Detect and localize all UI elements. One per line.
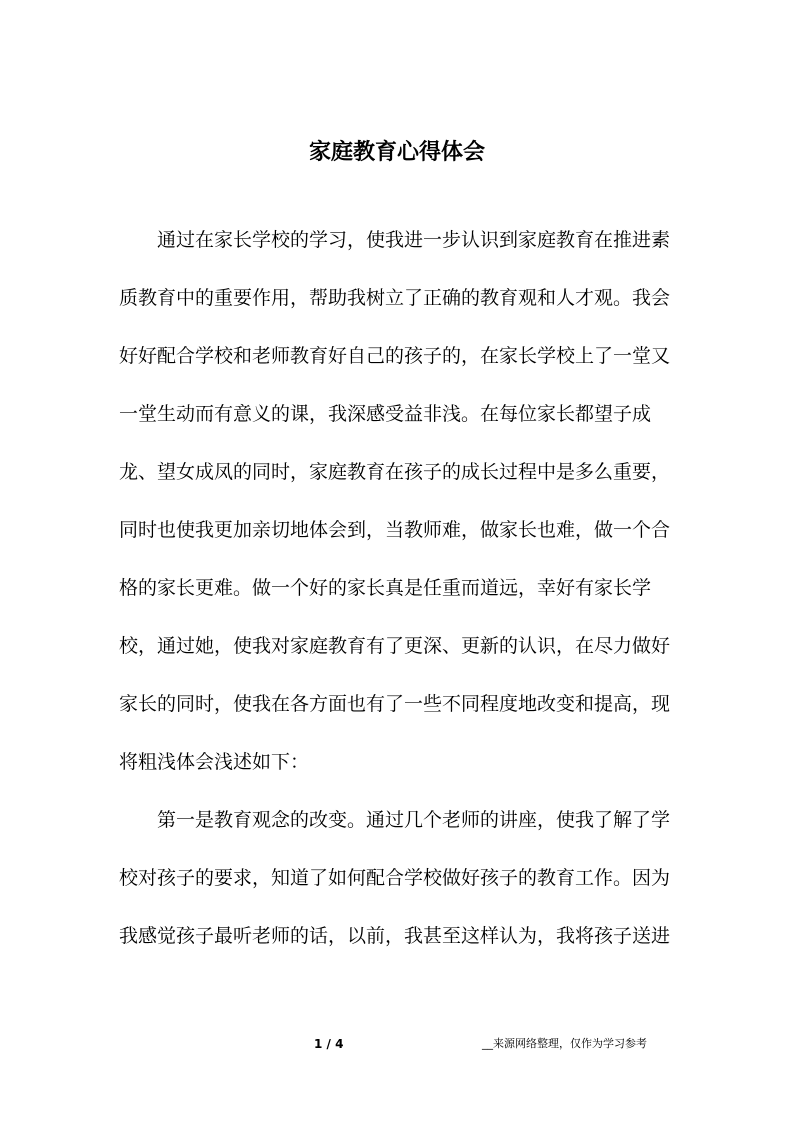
paragraph-line: 校，通过她，使我对家庭教育有了更深、更新的认识，在尽力做好 <box>119 635 671 657</box>
page-number: 1 / 4 <box>314 1037 344 1051</box>
paragraph-line: 同时也使我更加亲切地体会到，当教师难，做家长也难，做一个合 <box>119 519 671 541</box>
paragraph-line: 我感觉孩子最听老师的话，以前，我甚至这样认为，我将孩子送进 <box>119 925 671 947</box>
paragraph-line: 第一是教育观念的改变。通过几个老师的讲座，使我了解了学 <box>119 809 671 831</box>
paragraph-line: 通过在家长学校的学习，使我进一步认识到家庭教育在推进素 <box>119 229 671 251</box>
paragraph-line: 格的家长更难。做一个好的家长真是任重而道远，幸好有家长学 <box>119 577 652 599</box>
paragraph-line: 将粗浅体会浅述如下： <box>119 751 310 773</box>
document-title: 家庭教育心得体会 <box>308 139 485 165</box>
source-note: __来源网络整理，仅作为学习参考 <box>482 1037 647 1050</box>
paragraph-line: 质教育中的重要作用，帮助我树立了正确的教育观和人才观。我会 <box>119 287 671 309</box>
paragraph-line: 一堂生动而有意义的课，我深感受益非浅。在每位家长都望子成 <box>119 403 652 425</box>
paragraph-line: 龙、望女成凤的同时，家庭教育在孩子的成长过程中是多么重要， <box>119 461 671 483</box>
paragraph-line: 校对孩子的要求，知道了如何配合学校做好孩子的教育工作。因为 <box>119 867 671 889</box>
paragraph-line: 好好配合学校和老师教育好自己的孩子的，在家长学校上了一堂又 <box>119 345 671 367</box>
paragraph-line: 家长的同时，使我在各方面也有了一些不同程度地改变和提高，现 <box>119 693 671 715</box>
